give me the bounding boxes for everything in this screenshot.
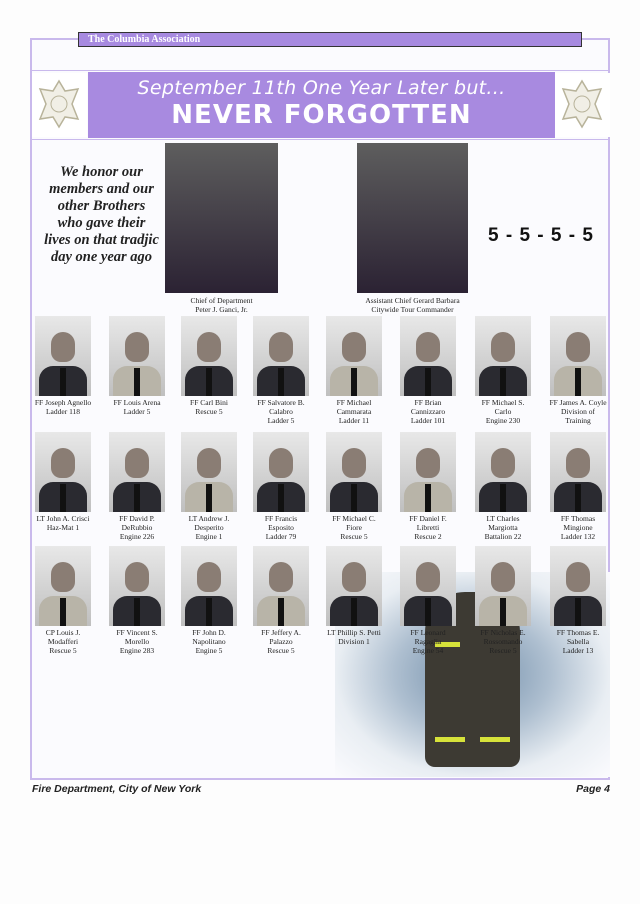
fdny-badge-left — [32, 73, 87, 137]
member-photo — [181, 316, 237, 396]
maltese-cross-icon — [38, 79, 80, 129]
signal-code: 5 - 5 - 5 - 5 — [488, 225, 594, 246]
member-caption: FF John D. Napolitano Engine 5 — [192, 628, 226, 655]
member-photo — [475, 546, 531, 626]
divider — [32, 139, 610, 140]
fdny-badge-right — [555, 73, 610, 137]
member-photo — [253, 316, 309, 396]
member-photo — [400, 546, 456, 626]
member-photo — [550, 316, 606, 396]
member-caption: FF Louis Arena Ladder 5 — [113, 398, 161, 416]
member-photo — [550, 546, 606, 626]
member-photo — [326, 546, 382, 626]
member-caption: FF Vincent S. Morello Engine 283 — [116, 628, 158, 655]
member-photo — [326, 316, 382, 396]
member-caption: LT John A. Crisci Haz-Mat 1 — [36, 514, 90, 532]
member-caption: FF Jeffery A. Palazzo Rescue 5 — [261, 628, 301, 655]
member-caption: FF Brian Cannizzaro Ladder 101 — [410, 398, 446, 425]
member-photo — [475, 432, 531, 512]
member-caption: FF Michael Cammarata Ladder 11 — [336, 398, 372, 425]
maltese-cross-icon — [561, 79, 603, 129]
banner-title: NEVER FORGOTTEN — [171, 100, 472, 130]
member-caption: FF Thomas E. Sabella Ladder 13 — [556, 628, 600, 655]
chief-caption: Chief of Department Peter J. Ganci, Jr. — [190, 296, 253, 314]
member-caption: FF Daniel F. Libretti Rescue 2 — [409, 514, 447, 541]
chief-photo — [357, 143, 468, 293]
member-caption: FF Nicholas E. Rossomando Rescue 5 — [480, 628, 526, 655]
member-caption: FF Carl Bini Rescue 5 — [190, 398, 228, 416]
member-caption: CP Louis J. Modafferi Rescue 5 — [45, 628, 81, 655]
member-photo — [253, 546, 309, 626]
header-bar: The Columbia Association — [78, 32, 582, 47]
member-photo — [35, 546, 91, 626]
member-caption: FF Michael S. Carlo Engine 230 — [481, 398, 525, 425]
member-photo — [109, 546, 165, 626]
member-photo — [35, 432, 91, 512]
divider — [32, 70, 610, 71]
member-caption: FF Joseph Agnello Ladder 118 — [34, 398, 92, 416]
member-caption: FF David P. DeRubbio Engine 226 — [119, 514, 155, 541]
member-caption: FF Francis Esposito Ladder 79 — [264, 514, 298, 541]
chief-caption: Assistant Chief Gerard Barbara Citywide Tour Commander — [365, 296, 460, 314]
footer-publisher: Fire Department, City of New York — [32, 783, 202, 795]
member-caption: FF Salvatore B. Calabro Ladder 5 — [257, 398, 305, 425]
member-caption: FF James A. Coyle Division of Training — [549, 398, 607, 425]
member-photo — [35, 316, 91, 396]
chief-photo — [165, 143, 278, 293]
member-photo — [253, 432, 309, 512]
page-number: Page 4 — [576, 783, 610, 795]
honor-text: We honor our members and our other Brothers who gave their lives on that tradjic day one year ago — [44, 164, 159, 265]
member-caption: FF Leonard Ragaglia Engine 54 — [410, 628, 446, 655]
member-photo — [109, 432, 165, 512]
member-caption: LT Charles Margiotta Battalion 22 — [484, 514, 522, 541]
member-caption: FF Thomas Mingione Ladder 132 — [560, 514, 596, 541]
member-photo — [326, 432, 382, 512]
member-photo — [550, 432, 606, 512]
member-photo — [181, 546, 237, 626]
title-banner — [88, 72, 555, 138]
member-photo — [400, 432, 456, 512]
member-photo — [475, 316, 531, 396]
member-caption: LT Andrew J. Desperito Engine 1 — [188, 514, 230, 541]
member-caption: LT Phillip S. Petti Division 1 — [327, 628, 381, 646]
banner-subtitle: September 11th One Year Later but... — [137, 77, 506, 99]
member-photo — [181, 432, 237, 512]
member-photo — [400, 316, 456, 396]
member-caption: FF Michael C. Fiore Rescue 5 — [332, 514, 376, 541]
member-photo — [109, 316, 165, 396]
